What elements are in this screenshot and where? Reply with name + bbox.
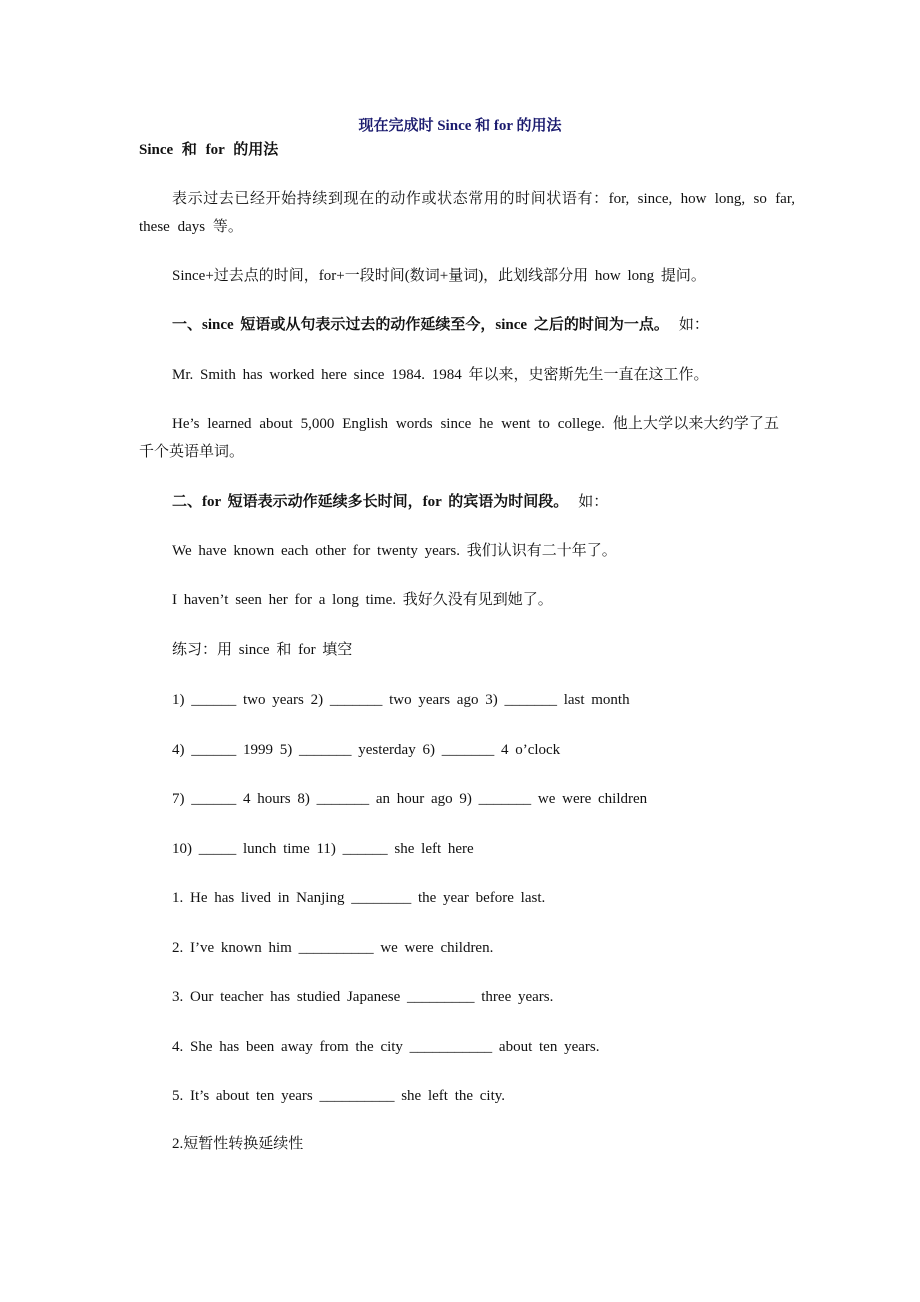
- blank-line-2: 4) ______ 1999 5) _______ yesterday 6) _______ 4 o’clock: [172, 742, 561, 758]
- intro-paragraph: 表示过去已经开始持续到现在的动作或状态常用的时间状语有：for, since, how long, so far, these days 等。: [139, 191, 795, 235]
- exercise-sentence-2: 2. I’ve known him __________ we were children.: [172, 940, 494, 956]
- section2-heading: 2.短暂性转换延续性: [172, 1136, 304, 1152]
- rule1-note: 如：: [678, 317, 709, 333]
- blank-line-4: 10) _____ lunch time 11) ______ she left here: [172, 841, 474, 857]
- rule2-example2: I haven’t seen her for a long time. 我好久没有见到她了。: [172, 592, 553, 608]
- formula-paragraph: Since+过去点的时间，for+一段时间(数词+量词)，此划线部分用 how long 提问。: [172, 268, 706, 284]
- exercise-sentence-1: 1. He has lived in Nanjing ________ the year before last.: [172, 890, 546, 906]
- exercise-sentence-5: 5. It’s about ten years __________ she left the city.: [172, 1088, 506, 1104]
- subtitle: Since 和 for 的用法: [139, 142, 279, 158]
- exercise-sentence-4: 4. She has been away from the city ___________ about ten years.: [172, 1039, 600, 1055]
- rule1-example2: He’s learned about 5,000 English words since he went to college. 他上大学以来大约学了五千个英语单词。: [139, 416, 779, 460]
- exercise-sentence-3: 3. Our teacher has studied Japanese _________ three years.: [172, 989, 554, 1005]
- blank-line-3: 7) ______ 4 hours 8) _______ an hour ago 9) _______ we were children: [172, 791, 648, 807]
- rule1-example1: Mr. Smith has worked here since 1984. 1984 年以来，史密斯先生一直在这工作。: [172, 367, 709, 383]
- rule2-heading-text: 二、for 短语表示动作延续多长时间，for 的宾语为时间段。: [172, 494, 569, 510]
- page-title: 现在完成时 Since 和 for 的用法: [358, 118, 562, 134]
- rule2-heading: [172, 488, 608, 516]
- blank-line-1: 1) ______ two years 2) _______ two years ago 3) _______ last month: [172, 692, 630, 708]
- rule2-example1: We have known each other for twenty years. 我们认识有二十年了。: [172, 543, 617, 559]
- rule1-heading: [172, 311, 709, 339]
- rule1-heading-text: 一、since 短语或从句表示过去的动作延续至今，since 之后的时间为一点。: [172, 317, 669, 333]
- exercise-heading: 练习：用 since 和 for 填空: [172, 642, 353, 658]
- rule2-note: 如：: [578, 494, 609, 510]
